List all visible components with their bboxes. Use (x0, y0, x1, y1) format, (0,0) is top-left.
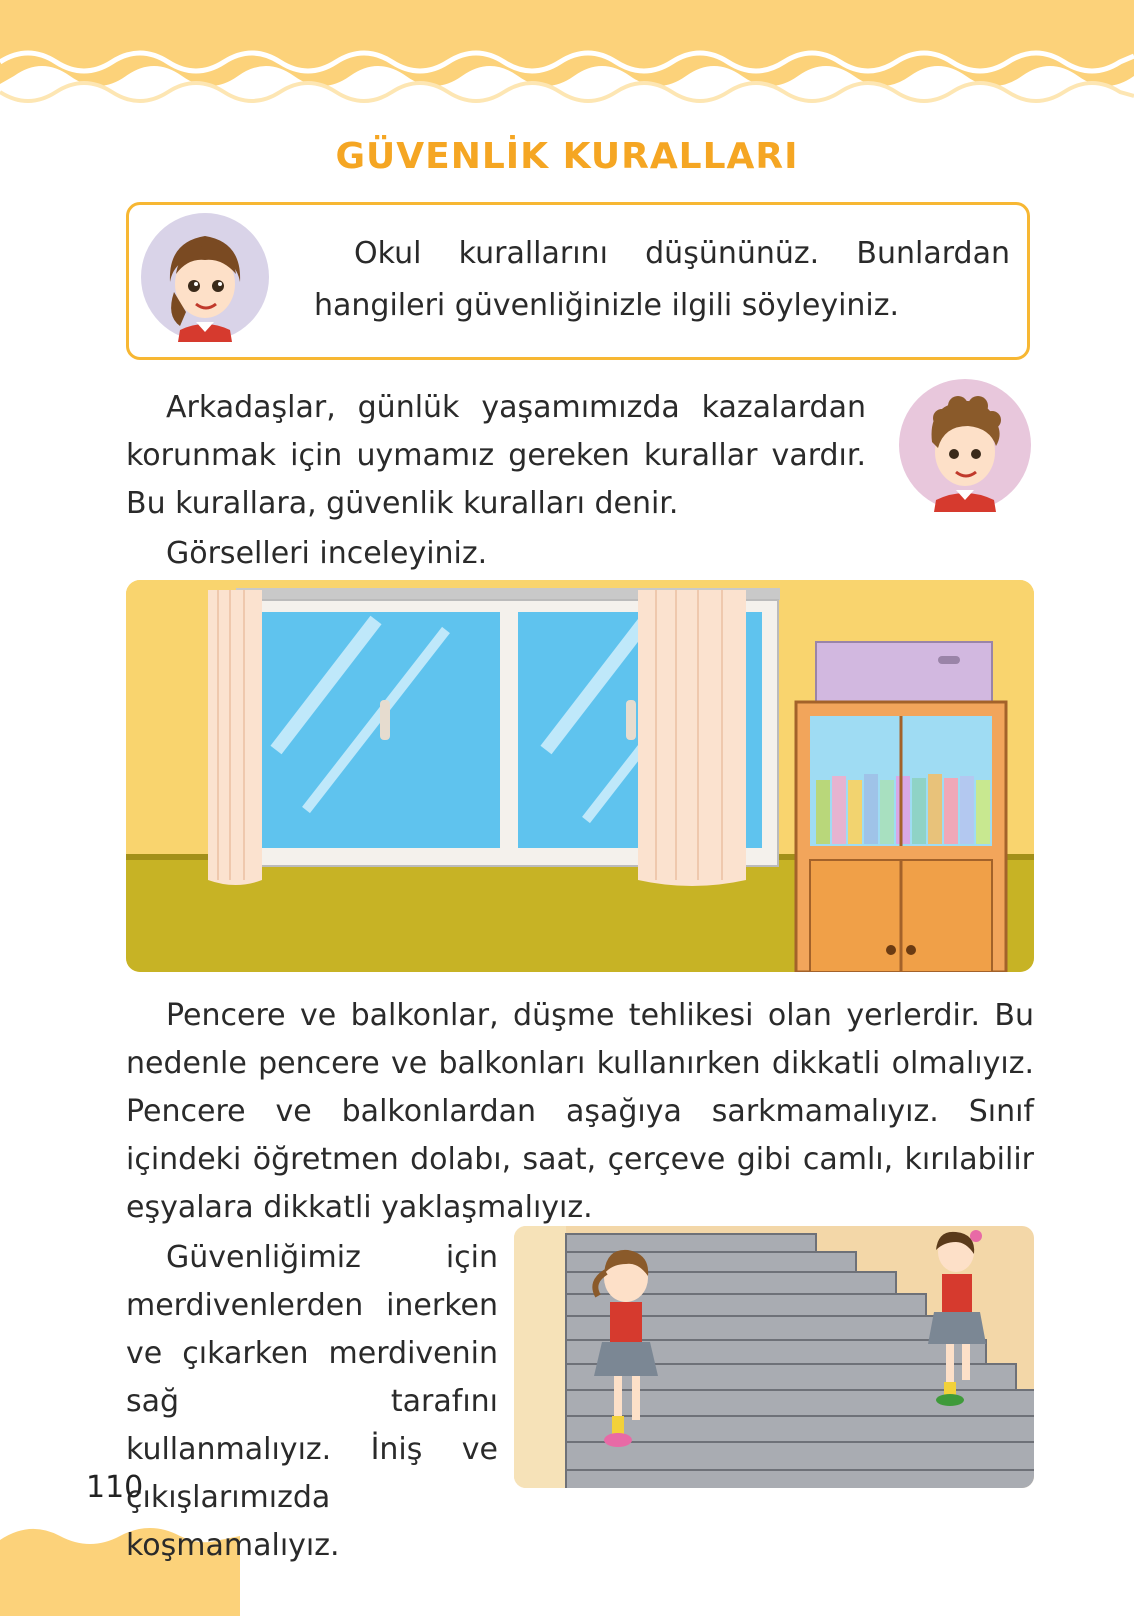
top-wave-band (0, 0, 1134, 120)
page-title: GÜVENLİK KURALLARI (335, 136, 799, 177)
instruction-line: Görselleri inceleyiniz. (166, 536, 488, 571)
stairs-safety-paragraph: Güvenliğimiz için merdivenlerden inerken ve çıkarken merdivenin sağ tarafını kullanmalıyız. İniş ve çıkışlarımızda koşmamalıyız. (126, 1240, 498, 1563)
classroom-window-illustration (126, 580, 1034, 972)
page-number: 110 (86, 1470, 144, 1505)
window-safety-paragraph: Pencere ve balkonlar, düşme tehlikesi olan yerlerdir. Bu nedenle pencere ve balkonları kullanırken dikkatli olmalıyız. Pencere ve balkonlardan aşağıya sarkmamalıyız. Sınıf içindeki öğretmen dolabı, saat, çerçeve gibi camlı, kırılabilir eşyalara dikkatli yaklaşmalıyız. (126, 998, 1034, 1225)
boy-avatar (898, 378, 1032, 512)
girl-avatar (140, 212, 270, 342)
stairs-illustration (514, 1226, 1034, 1488)
intro-paragraph: Arkadaşlar, günlük yaşamımızda kazalardan korunmak için uymamız gereken kurallar vardır. Bu kurallara, güvenlik kuralları denir. (126, 390, 866, 521)
prompt-text: Okul kurallarını düşününüz. Bunlardan hangileri güvenliğinizle ilgili söyleyiniz. (314, 236, 1010, 323)
